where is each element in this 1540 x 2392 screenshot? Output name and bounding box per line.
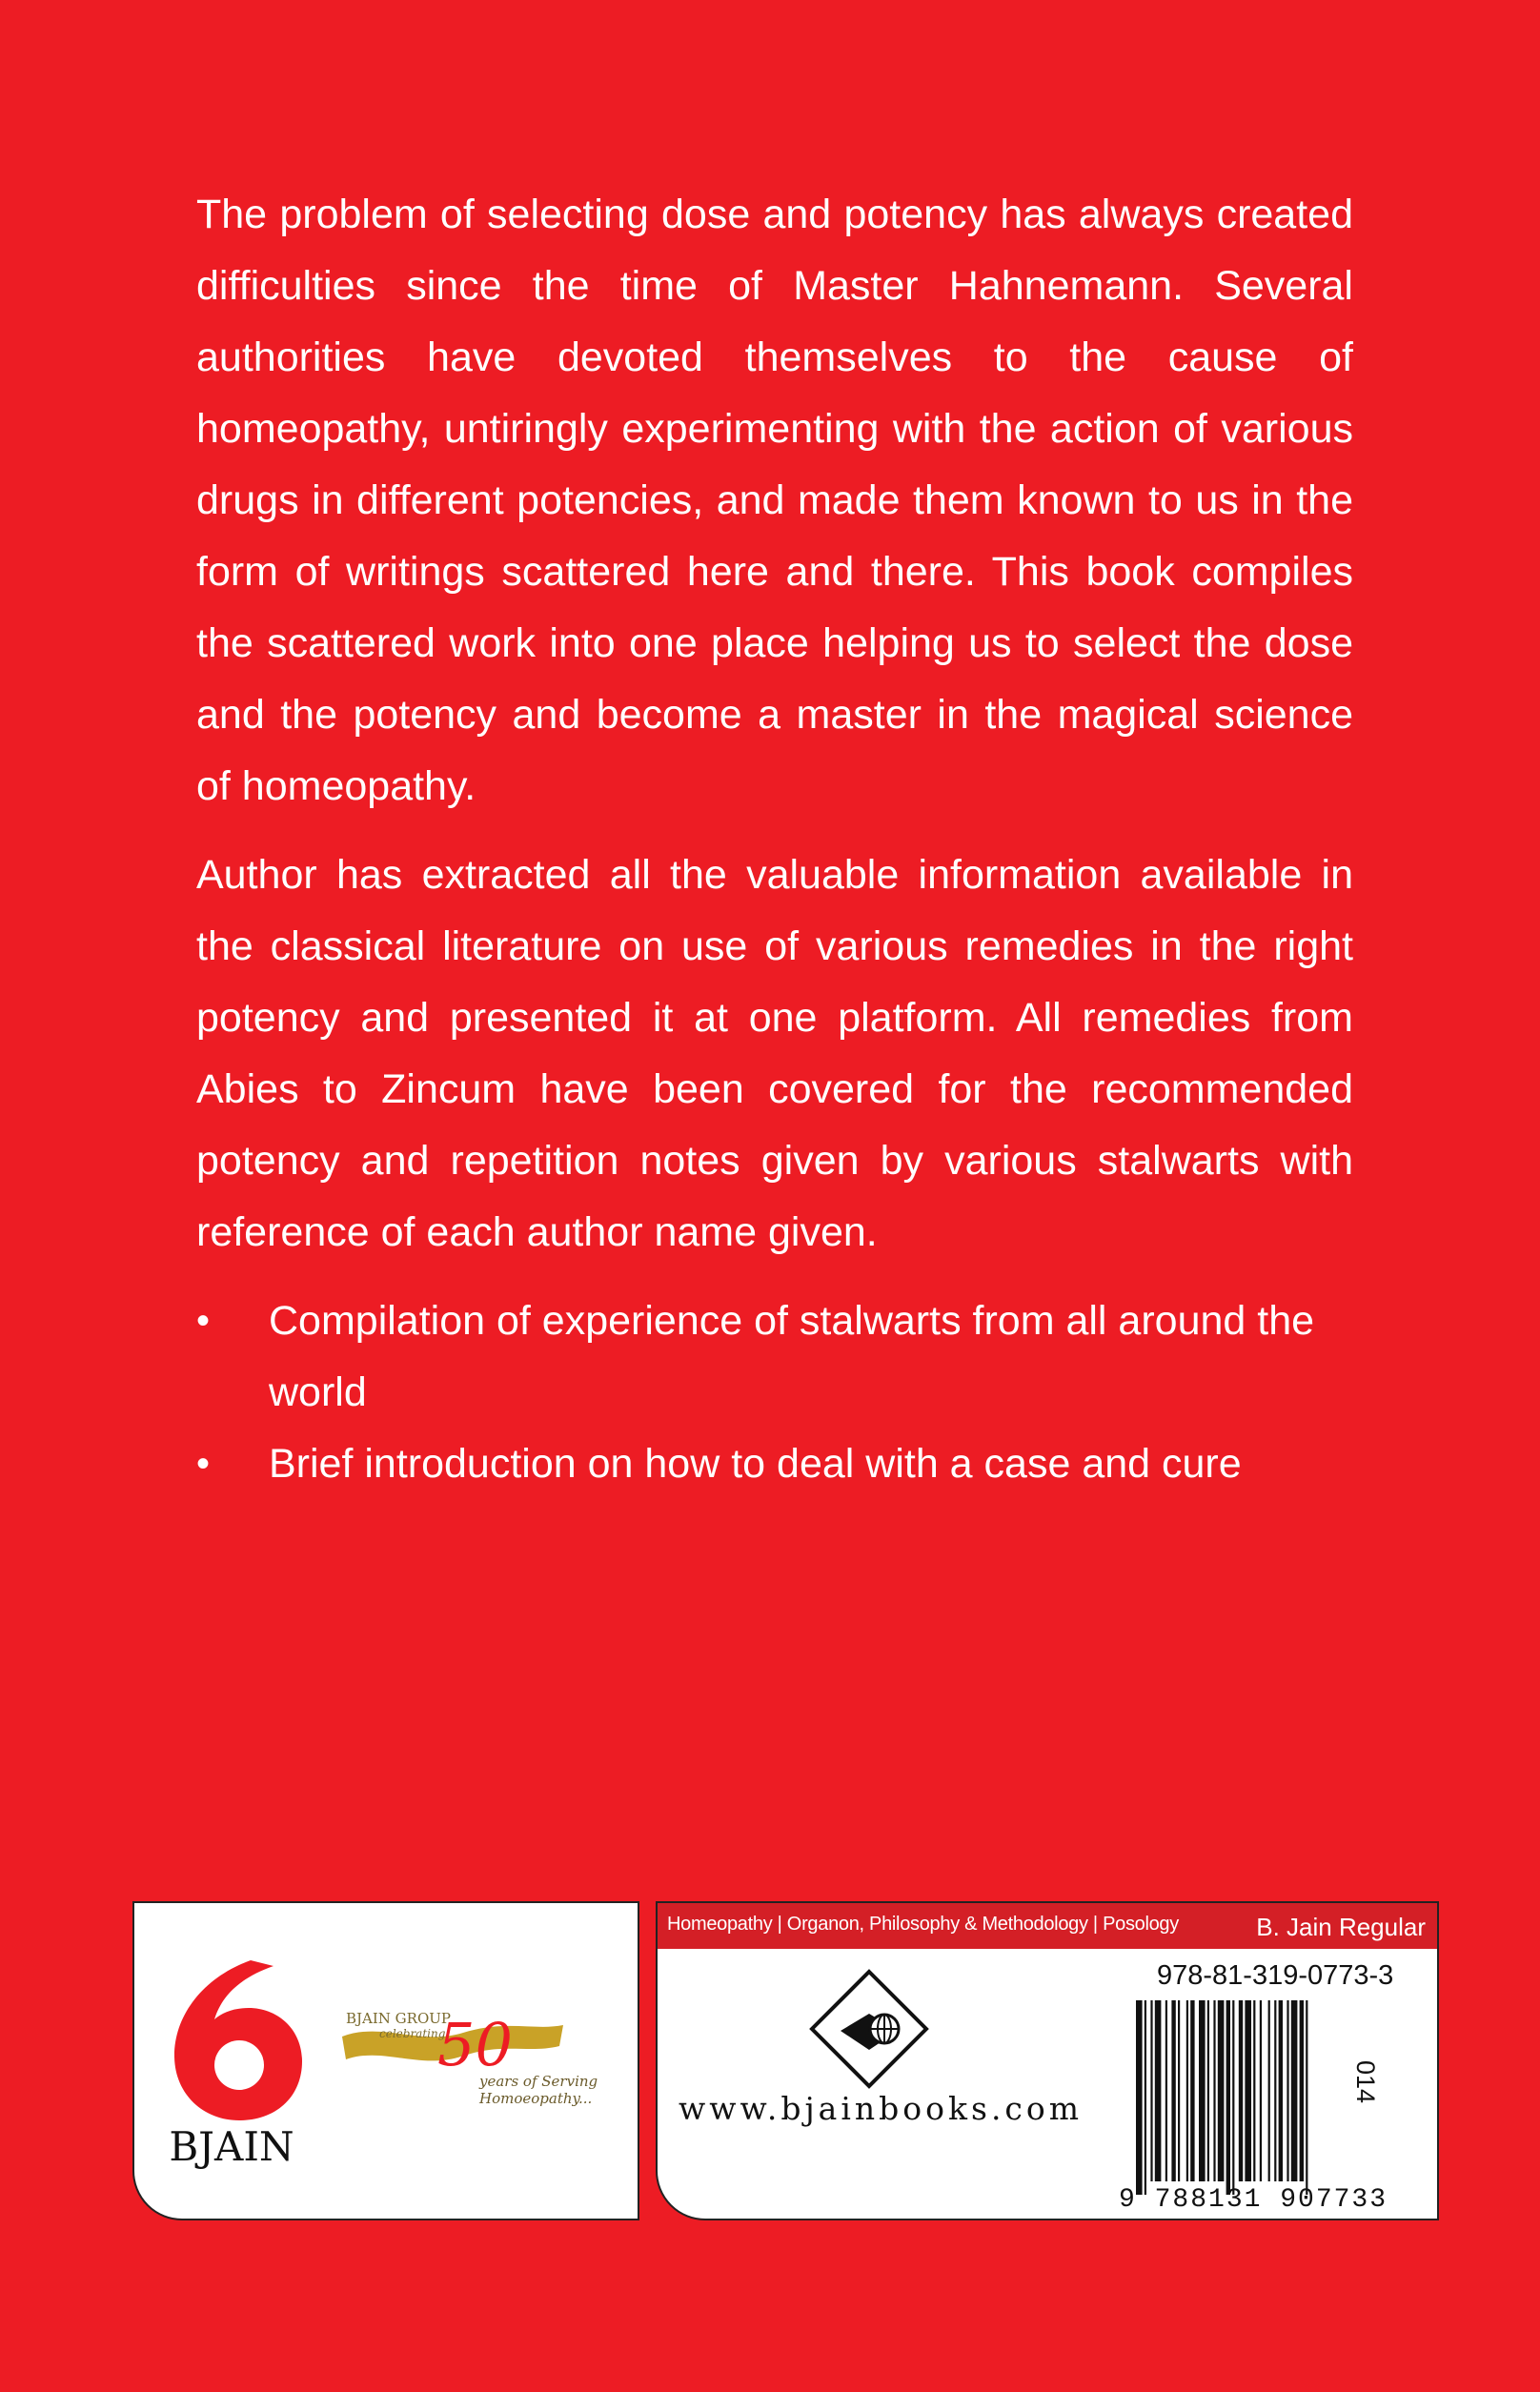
barcode-bar: [1226, 2000, 1230, 2195]
isbn-number: 978-81-319-0773-3: [1157, 1960, 1394, 1991]
publisher-logo-text: BJAIN: [169, 2123, 294, 2170]
barcode-bar: [1171, 2000, 1175, 2181]
barcode-bar: [1306, 2000, 1307, 2195]
barcode-bar: [1291, 2000, 1298, 2181]
barcode-digits: 9 788131 907733: [1119, 2185, 1388, 2215]
bullet-icon: •: [196, 1300, 211, 1342]
tagline-line-2: Homoeopathy...: [479, 2090, 593, 2107]
publisher-logo-panel: [132, 1901, 639, 2220]
bullet-icon: •: [196, 1443, 211, 1485]
barcode-bar: [1253, 2000, 1255, 2181]
feature-item: [196, 1429, 1353, 1500]
celebrating-text: celebrating: [379, 2027, 446, 2040]
feature-list: [196, 1286, 1353, 1500]
group-name: BJAIN GROUP: [346, 2010, 451, 2027]
barcode-bar: [1287, 2000, 1288, 2181]
series-name: B. Jain Regular: [1256, 1913, 1426, 1941]
book-globe-icon: [802, 1962, 936, 2096]
category-text: Homeopathy | Organon, Philosophy & Methodology | Posology: [667, 1914, 1179, 1935]
barcode-bar: [1274, 2000, 1276, 2181]
barcode-bar: [1190, 2000, 1194, 2181]
barcode-bar: [1268, 2000, 1270, 2181]
barcode-bar: [1186, 2000, 1188, 2181]
price-code: 014: [1351, 2060, 1380, 2104]
barcode-bar: [1165, 2000, 1167, 2181]
barcode-bar: [1213, 2000, 1215, 2181]
barcode-bar: [1178, 2000, 1180, 2181]
barcode-bar: [1145, 2000, 1146, 2195]
barcode-bar: [1279, 2000, 1283, 2181]
feature-text: Compilation of experience of stalwarts from all around the world: [269, 1298, 1315, 1415]
barcode-bar: [1232, 2000, 1234, 2195]
anniversary-number: 50: [437, 2010, 513, 2079]
bjain-emblem-icon: [174, 1960, 302, 2120]
barcode-bar: [1218, 2000, 1225, 2181]
feature-item: [196, 1286, 1353, 1429]
barcode: [1132, 2000, 1380, 2199]
back-cover-blurb: [196, 179, 1353, 1500]
category-bar: [658, 1903, 1437, 1949]
barcode-bar: [1300, 2000, 1304, 2181]
tagline-line-1: years of Serving: [479, 2073, 598, 2090]
barcode-bar: [1136, 2000, 1143, 2195]
publisher-website: www.bjainbooks.com: [679, 2090, 1084, 2127]
barcode-bar: [1239, 2000, 1243, 2181]
barcode-panel: [656, 1901, 1439, 2220]
barcode-bar: [1199, 2000, 1206, 2181]
blurb-paragraph: Author has extracted all the valuable information available in the classical literature on use of various remedies in the right potency and presented it at one platform. All remedies from Abies to Zincum have been covered for the recommended potency and repetition notes given by various stalwarts with reference of each author name given.: [196, 852, 1353, 1255]
barcode-bar: [1245, 2000, 1251, 2181]
publisher-logo: [134, 1903, 638, 2219]
barcode-bar: [1155, 2000, 1162, 2181]
blurb-paragraph: The problem of selecting dose and potency has always created difficulties since the time of Master Hahnemann. Several authorities have devoted themselves to the cause of homeopathy, untiringly experimenting with the action of various drugs in different potencies, and made them known to us in the form of writings scattered here and there. This book compiles the scattered work into one place helping us to select the dose and the potency and become a master in the magical science of homeopathy.: [196, 192, 1353, 809]
barcode-bar: [1207, 2000, 1209, 2181]
feature-text: Brief introduction on how to deal with a case and cure: [269, 1441, 1242, 1487]
barcode-bar: [1150, 2000, 1152, 2181]
barcode-bar: [1260, 2000, 1262, 2181]
